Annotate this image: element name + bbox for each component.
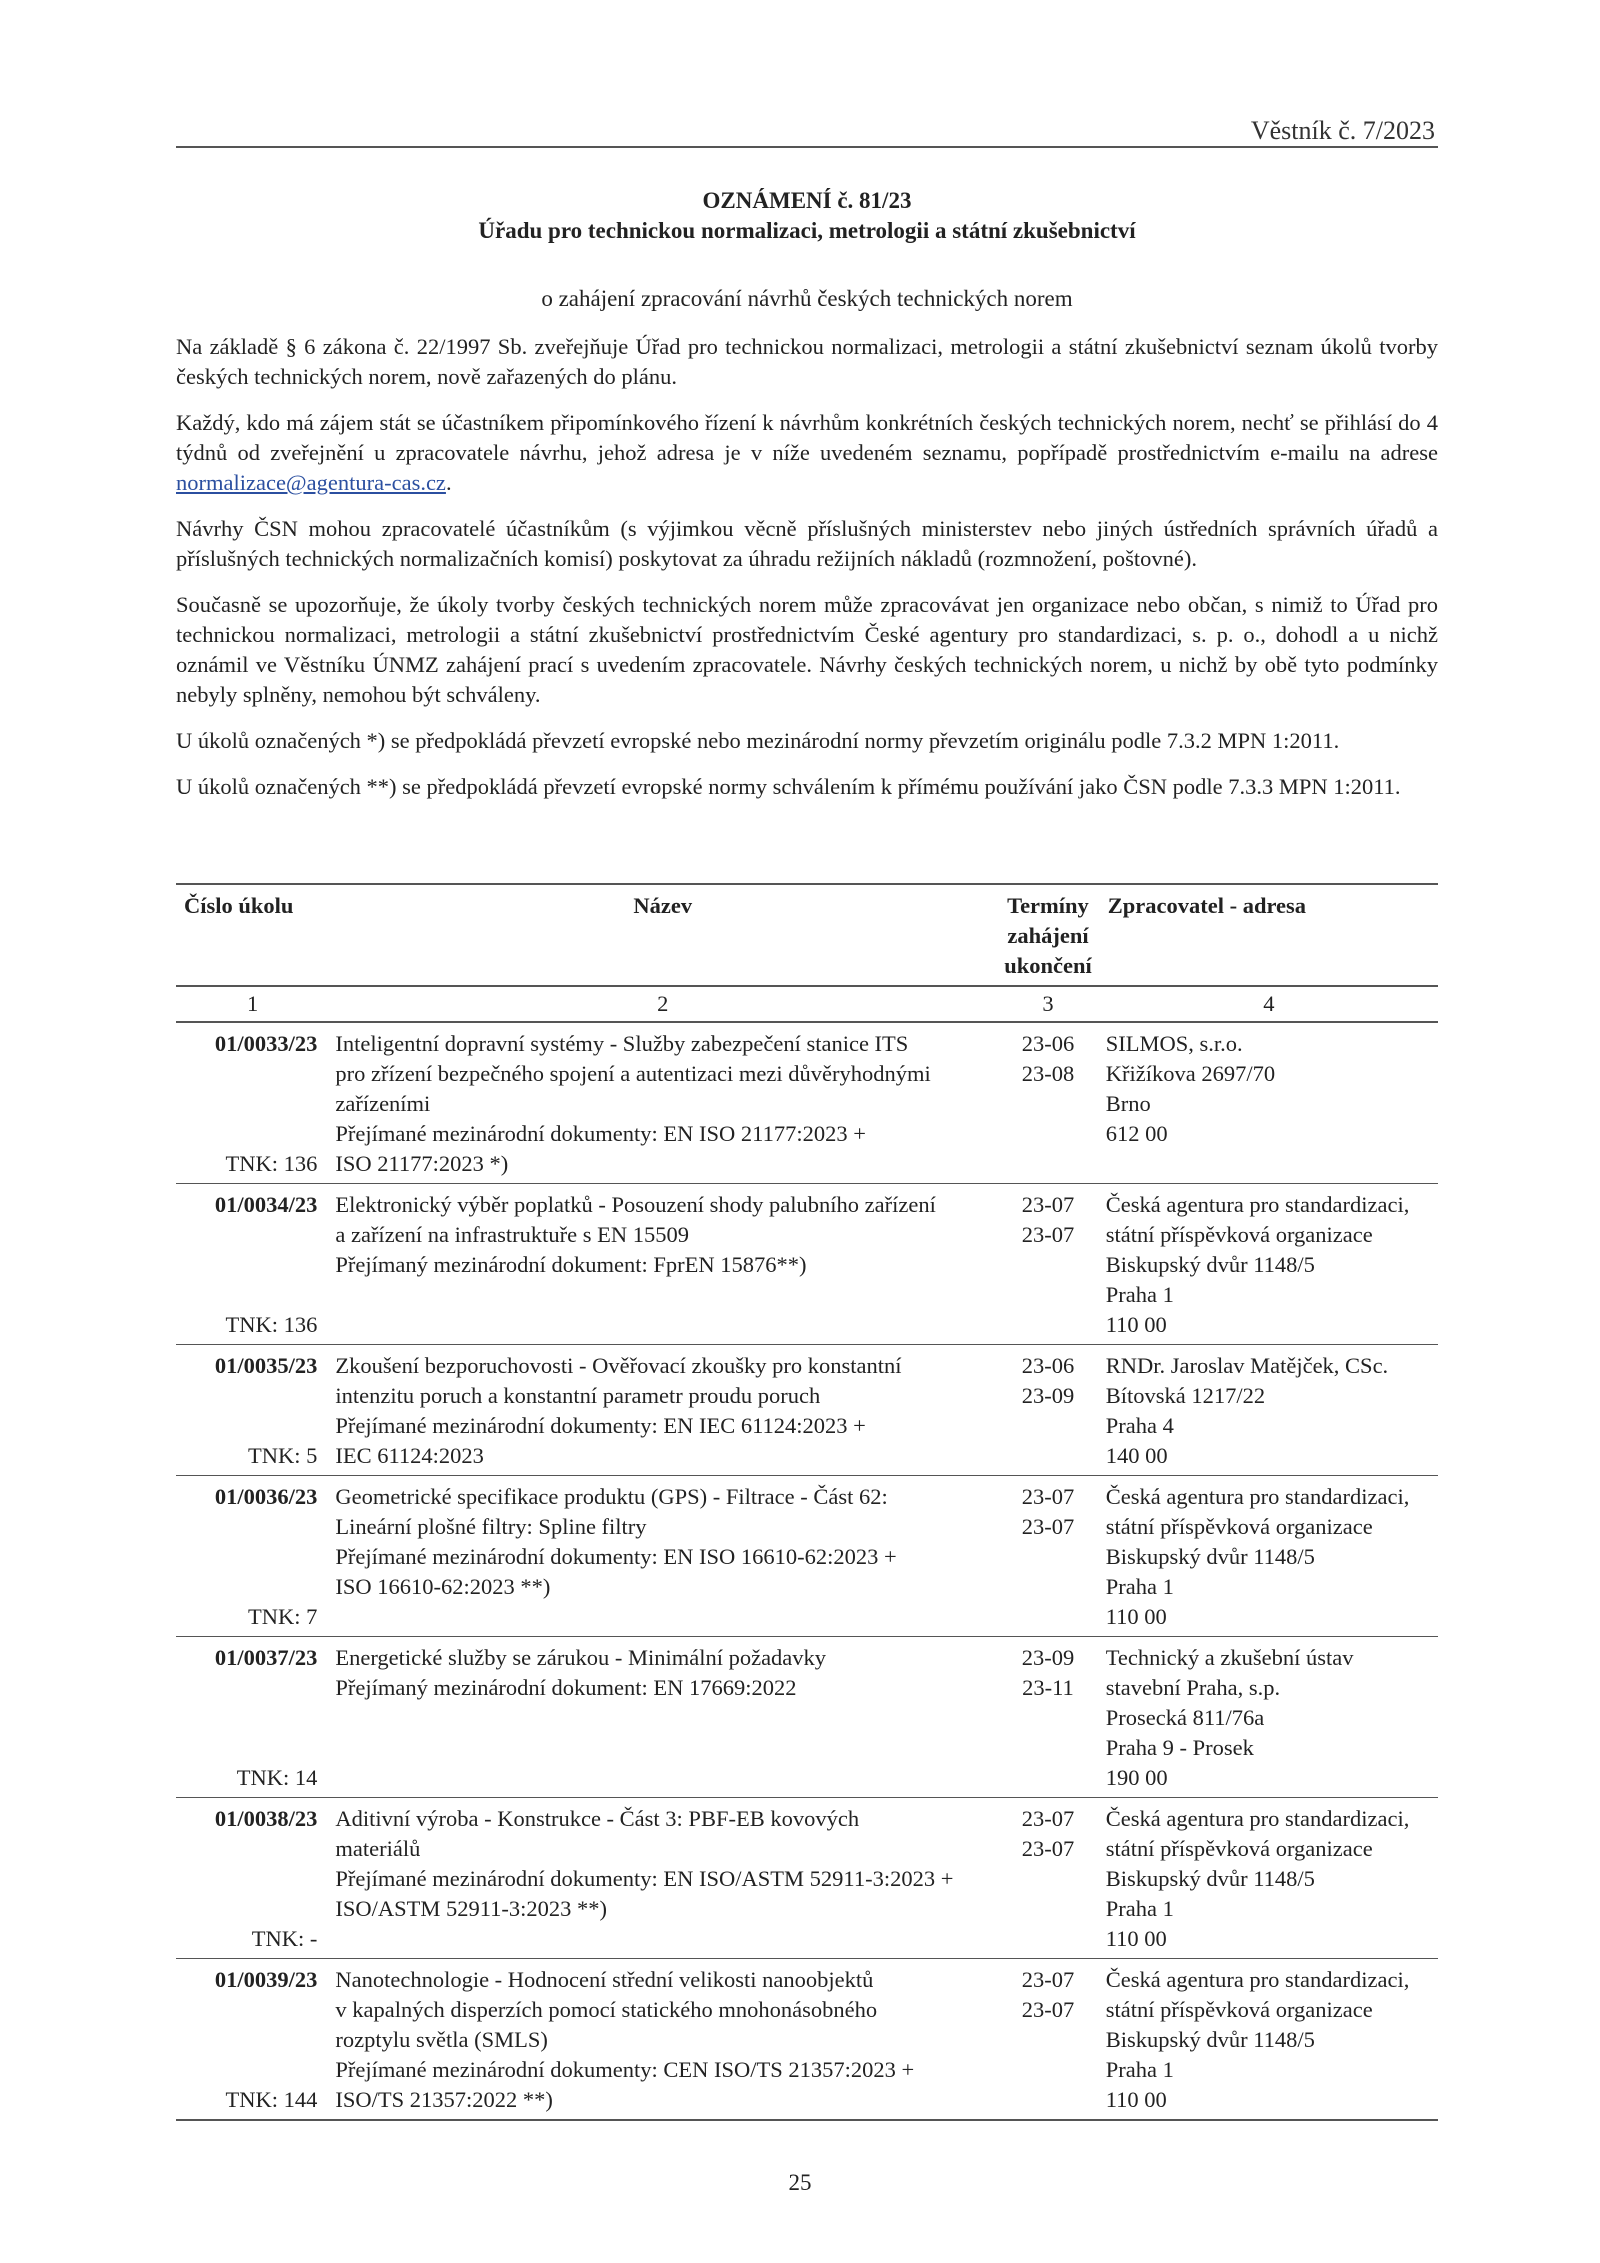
column-number: 3 [996,986,1100,1022]
table-row [176,1184,1438,1345]
adopted-documents-line: Přejímané mezinárodní dokumenty: EN IEC 61124:2023 + [335,1413,866,1438]
task-dates-cell [996,1959,1100,2121]
announcement-subject: o zahájení zpracování návrhů českých technických norem [541,286,1073,311]
processor-address-line: Biskupský dvůr 1148/5 [1105,1544,1315,1569]
dates-header-line: ukončení [1004,953,1092,978]
end-date: 23-07 [1021,1222,1075,1247]
processor-address-line: Praha 1 [1105,2057,1174,2082]
adopted-documents-line: ISO 21177:2023 *) [335,1151,509,1176]
start-date: 23-06 [1021,1031,1075,1056]
adopted-documents-line: Přejímané mezinárodní dokumenty: CEN ISO/TS 21357:2023 + [335,2057,915,2082]
adopted-documents-line: IEC 61124:2023 [335,1443,484,1468]
task-title-line: Geometrické specifikace produktu (GPS) - Filtrace - Část 62: [335,1484,888,1509]
tnk-label: TNK: - [251,1926,318,1951]
end-date: 23-08 [1021,1061,1075,1086]
issuing-office: Úřadu pro technickou normalizaci, metrologii a státní zkušebnictví [478,218,1136,243]
task-number: 01/0034/23 [214,1192,318,1217]
task-title-line: Aditivní výroba - Konstrukce - Část 3: PBF-EB kovových [335,1806,860,1831]
adopted-documents-line: Přejímaný mezinárodní dokument: FprEN 15876**) [335,1252,807,1277]
adopted-documents-line: Přejímané mezinárodní dokumenty: EN ISO 21177:2023 + [335,1121,866,1146]
task-title-cell [329,1345,996,1476]
task-number-cell [176,1022,329,1184]
paragraph-text: . [445,470,452,495]
processor-address-line: Praha 1 [1105,1574,1174,1599]
processor-address-line: Biskupský dvůr 1148/5 [1105,2027,1315,2052]
column-number: 1 [176,986,329,1022]
task-number-cell [176,1476,329,1637]
processor-address-line: státní příspěvková organizace [1105,1514,1373,1539]
task-dates-cell [996,1637,1100,1798]
column-header-dates [996,884,1100,986]
table-header-row [176,884,1438,986]
tnk-label: TNK: 144 [225,2087,318,2112]
task-dates-cell [996,1345,1100,1476]
start-date: 23-09 [1021,1645,1075,1670]
email-link[interactable]: normalizace@agentura-cas.cz [176,470,446,495]
processor-address-line: Praha 9 - Prosek [1105,1735,1254,1760]
task-number-cell [176,1637,329,1798]
processor-address-line: stavební Praha, s.p. [1105,1675,1281,1700]
table-row [176,1022,1438,1184]
start-date: 23-07 [1021,1806,1075,1831]
task-title-line: Nanotechnologie - Hodnocení střední velikosti nanoobjektů [335,1967,874,1992]
processor-address-line: 190 00 [1105,1765,1168,1790]
processor-address-line: Křižíkova 2697/70 [1105,1061,1276,1086]
dates-header-line: Termíny [1007,893,1089,918]
column-number: 4 [1100,986,1438,1022]
task-title-cell [329,1184,996,1345]
page-number: 25 [788,2170,812,2195]
processor-address-line: 110 00 [1105,1604,1167,1629]
processor-cell [1100,1022,1438,1184]
table-row [176,1345,1438,1476]
adopted-documents-line: ISO/ASTM 52911-3:2023 **) [335,1896,608,1921]
processor-address-line: státní příspěvková organizace [1105,1222,1373,1247]
task-title-line: zařízeními [335,1091,431,1116]
task-title-line: materiálů [335,1836,421,1861]
task-title-line: Energetické služby se zárukou - Minimální požadavky [335,1645,827,1670]
processor-cell [1100,1184,1438,1345]
column-header-processor: Zpracovatel - adresa [1100,884,1438,986]
processor-address-line: Biskupský dvůr 1148/5 [1105,1866,1315,1891]
end-date: 23-09 [1021,1383,1075,1408]
processor-address-line: Brno [1105,1091,1151,1116]
task-title-line: Inteligentní dopravní systémy - Služby zabezpečení stanice ITS [335,1031,909,1056]
start-date: 23-06 [1021,1353,1075,1378]
end-date: 23-07 [1021,1836,1075,1861]
processor-address-line: 110 00 [1105,1312,1167,1337]
task-title-line: pro zřízení bezpečného spojení a autentizaci mezi důvěryhodnými [335,1061,931,1086]
announcement-body [176,332,1438,818]
column-number: 2 [329,986,996,1022]
adopted-documents-line: Přejímané mezinárodní dokumenty: EN ISO/ASTM 52911-3:2023 + [335,1866,954,1891]
task-number-cell [176,1798,329,1959]
tnk-label: TNK: 7 [247,1604,318,1629]
paragraph: Na základě § 6 zákona č. 22/1997 Sb. zveřejňuje Úřad pro technickou normalizaci, metrologii a státní zkušebnictví seznam úkolů tvorby českých technických norem, nově zařazených do plánu. [176,334,1438,389]
journal-issue: Věstník č. 7/2023 [1250,116,1435,145]
task-number-cell [176,1345,329,1476]
task-title-line: v kapalných disperzích pomocí statického mnohonásobného [335,1997,878,2022]
processor-address-line: Praha 1 [1105,1896,1174,1921]
task-title-line: a zařízení na infrastruktuře s EN 15509 [335,1222,689,1247]
processor-address-line: Česká agentura pro standardizaci, [1105,1806,1410,1831]
task-number: 01/0039/23 [214,1967,318,1992]
processor-cell [1100,1345,1438,1476]
column-header-task-number: Číslo úkolu [176,884,329,986]
tasks-table [176,883,1438,2121]
processor-address-line: Praha 4 [1105,1413,1174,1438]
task-dates-cell [996,1798,1100,1959]
processor-cell [1100,1959,1438,2121]
task-title-cell [329,1798,996,1959]
column-number-row [176,986,1438,1022]
paragraph: U úkolů označených **) se předpokládá převzetí evropské normy schválením k přímému používání jako ČSN podle 7.3.3 MPN 1:2011. [176,774,1401,799]
start-date: 23-07 [1021,1192,1075,1217]
task-title-cell [329,1637,996,1798]
start-date: 23-07 [1021,1484,1075,1509]
processor-address-line: 140 00 [1105,1443,1168,1468]
announcement-title: OZNÁMENÍ č. 81/23 [702,188,912,213]
tnk-label: TNK: 136 [225,1312,318,1337]
paragraph: U úkolů označených *) se předpokládá převzetí evropské nebo mezinárodní normy převzetím originálu podle 7.3.2 MPN 1:2011. [176,728,1340,753]
task-dates-cell [996,1184,1100,1345]
processor-address-line: státní příspěvková organizace [1105,1836,1373,1861]
task-title-line: Zkoušení bezporuchovosti - Ověřovací zkoušky pro konstantní [335,1353,902,1378]
processor-address-line: RNDr. Jaroslav Matějček, CSc. [1105,1353,1389,1378]
processor-cell [1100,1637,1438,1798]
task-title-cell [329,1022,996,1184]
processor-address-line: Česká agentura pro standardizaci, [1105,1967,1410,1992]
task-title-line: Elektronický výběr poplatků - Posouzení shody palubního zařízení [335,1192,936,1217]
task-dates-cell [996,1476,1100,1637]
processor-address-line: SILMOS, s.r.o. [1105,1031,1243,1056]
processor-address-line: 110 00 [1105,1926,1167,1951]
end-date: 23-11 [1022,1675,1074,1700]
tnk-label: TNK: 136 [225,1151,318,1176]
processor-address-line: státní příspěvková organizace [1105,1997,1373,2022]
task-number-cell [176,1184,329,1345]
task-title-line: Lineární plošné filtry: Spline filtry [335,1514,647,1539]
task-title-cell [329,1959,996,2121]
task-dates-cell [996,1022,1100,1184]
processor-address-line: Česká agentura pro standardizaci, [1105,1484,1410,1509]
adopted-documents-line: Přejímané mezinárodní dokumenty: EN ISO 16610-62:2023 + [335,1544,897,1569]
paragraph: Současně se upozorňuje, že úkoly tvorby českých technických norem může zpracovávat jen organizace nebo občan, s nimiž to Úřad pro technickou normalizaci, metrologii a státní zkušebnictví prostřednictvím České agentury pro standardizaci, s. p. o., dohodl a u nichž oznámil ve Věstníku ÚNMZ zahájení prací s uvedením zpracovatele. Návrhy českých technických norem, u nichž by obě tyto podmínky nebyly splněny, nemohou být schváleny. [176,592,1438,707]
announcement-heading [176,186,1438,314]
paragraph: Návrhy ČSN mohou zpracovatelé účastníkům (s výjimkou věcně příslušných ministerstev nebo jiných ústředních správních úřadů a příslušných technických normalizačních komisí) poskytovat za úhradu režijních nákladů (rozmnožení, poštovné). [176,516,1438,571]
processor-address-line: 612 00 [1105,1121,1168,1146]
task-title-cell [329,1476,996,1637]
processor-cell [1100,1476,1438,1637]
tnk-label: TNK: 5 [247,1443,318,1468]
processor-address-line: Prosecká 811/76a [1105,1705,1265,1730]
paragraph [176,408,1438,498]
column-header-title: Název [329,884,996,986]
table-row [176,1637,1438,1798]
end-date: 23-07 [1021,1514,1075,1539]
task-number: 01/0037/23 [214,1645,318,1670]
adopted-documents-line: ISO/TS 21357:2022 **) [335,2087,553,2112]
task-number: 01/0036/23 [214,1484,318,1509]
task-title-line: intenzitu poruch a konstantní parametr proudu poruch [335,1383,821,1408]
tnk-label: TNK: 14 [236,1765,318,1790]
table-row [176,1476,1438,1637]
processor-address-line: Česká agentura pro standardizaci, [1105,1192,1410,1217]
processor-address-line: Praha 1 [1105,1282,1174,1307]
end-date: 23-07 [1021,1997,1075,2022]
start-date: 23-07 [1021,1967,1075,1992]
paragraph-text: Každý, kdo má zájem stát se účastníkem připomínkového řízení k návrhům konkrétních českých technických norem, nechť se přihlásí do 4 týdnů od zveřejnění u zpracovatele návrhu, jehož adresa je v níže uvedeném seznamu, popřípadě prostřednictvím e-mailu na adrese [176,410,1438,465]
processor-address-line: 110 00 [1105,2087,1167,2112]
header-rule [176,146,1438,148]
task-number: 01/0033/23 [214,1031,318,1056]
processor-address-line: Biskupský dvůr 1148/5 [1105,1252,1315,1277]
task-number: 01/0038/23 [214,1806,318,1831]
processor-address-line: Bítovská 1217/22 [1105,1383,1266,1408]
table-body [176,1022,1438,2120]
table-row [176,1798,1438,1959]
adopted-documents-line: Přejímaný mezinárodní dokument: EN 17669:2022 [335,1675,797,1700]
task-number: 01/0035/23 [214,1353,318,1378]
task-title-line: rozptylu světla (SMLS) [335,2027,548,2052]
processor-address-line: Technický a zkušební ústav [1105,1645,1354,1670]
task-number-cell [176,1959,329,2121]
dates-header-line: zahájení [1007,923,1089,948]
processor-cell [1100,1798,1438,1959]
table-row [176,1959,1438,2121]
adopted-documents-line: ISO 16610-62:2023 **) [335,1574,551,1599]
